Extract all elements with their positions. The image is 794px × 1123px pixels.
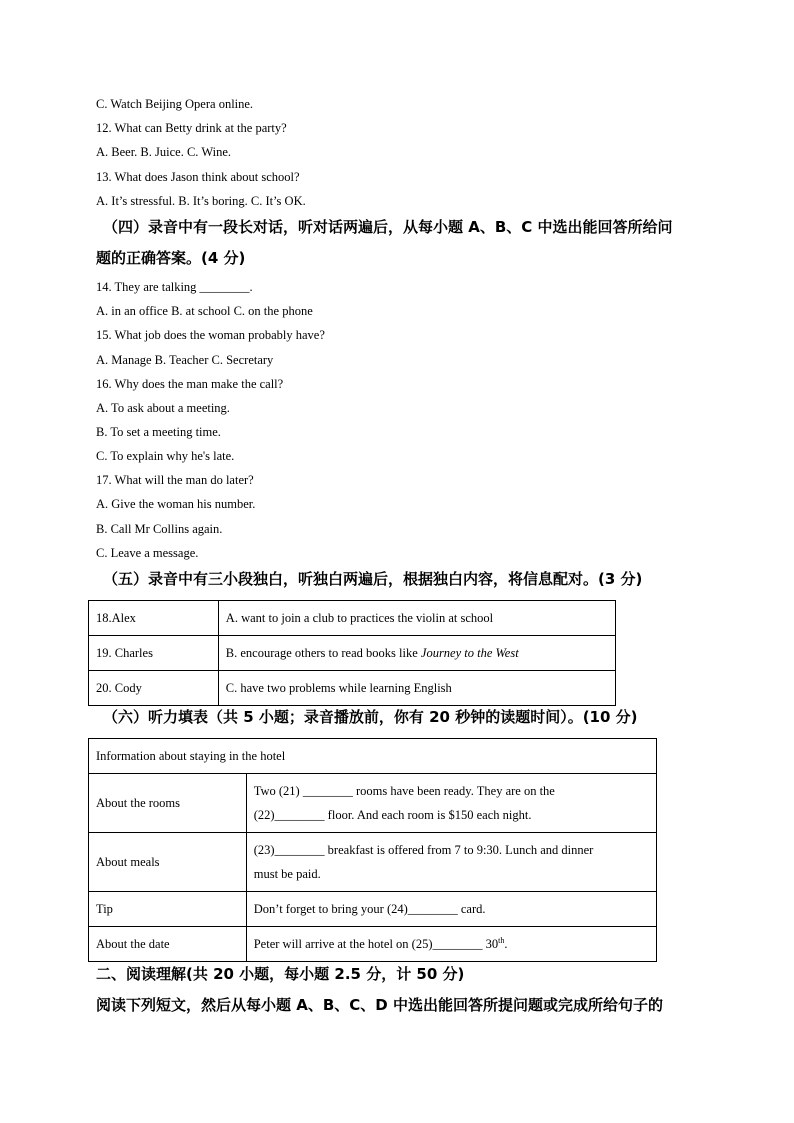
- table-row: [89, 774, 657, 833]
- question-15: 15. What job does the woman probably have?: [96, 328, 325, 342]
- matching-table: [88, 600, 616, 706]
- date-text: [246, 927, 656, 962]
- option-16a: A. To ask about a meeting.: [96, 401, 230, 415]
- tip-text: Don’t forget to bring your (24)________ card.: [246, 892, 656, 927]
- part-2-title: 二、阅读理解(共 20 小题，每小题 2.5 分，计 50 分): [96, 965, 465, 983]
- meals-line-1: (23)________ breakfast is offered from 7 to 9:30. Lunch and dinner: [253, 843, 594, 857]
- match-statement-text: B. encourage others to read books like: [225, 646, 421, 660]
- rooms-line-1: Two (21) ________ rooms have been ready. They are on the: [253, 784, 555, 798]
- section-6-heading: （六）听力填表（共 5 小题；录音播放前，你有 20 秒钟的读题时间）。(10 分): [103, 708, 638, 726]
- meals-label: About meals: [89, 833, 247, 892]
- option-17b: B. Call Mr Collins again.: [96, 522, 223, 536]
- option-17a: A. Give the woman his number.: [96, 497, 256, 511]
- match-statement: [218, 636, 615, 671]
- section-4-heading: （四）录音中有一段长对话，听对话两遍后，从每小题 A、B、C 中选出能回答所给问: [103, 218, 673, 236]
- rooms-text: [246, 774, 656, 833]
- hotel-info-table: [88, 738, 657, 962]
- table-row: [89, 636, 616, 671]
- options-15: A. Manage B. Teacher C. Secretary: [96, 353, 274, 367]
- option-c-11: C. Watch Beijing Opera online.: [96, 97, 254, 111]
- rooms-line-2: (22)________ floor. And each room is $150 each night.: [253, 808, 532, 822]
- meals-text: [246, 833, 656, 892]
- book-title: Journey to the West: [420, 646, 519, 660]
- table-header: Information about staying in the hotel: [89, 739, 657, 774]
- match-statement: C. have two problems while learning English: [218, 671, 615, 706]
- options-14: A. in an office B. at school C. on the phone: [96, 304, 313, 318]
- date-period: .: [504, 937, 508, 951]
- table-row: [89, 892, 657, 927]
- match-statement: A. want to join a club to practices the violin at school: [218, 601, 615, 636]
- date-text-main: Peter will arrive at the hotel on (25)________ 30: [253, 937, 499, 951]
- meals-line-2: must be paid.: [253, 867, 321, 881]
- question-17: 17. What will the man do later?: [96, 473, 254, 487]
- table-row: [89, 739, 657, 774]
- rooms-label: About the rooms: [89, 774, 247, 833]
- option-16c: C. To explain why he's late.: [96, 449, 235, 463]
- match-speaker: 20. Cody: [89, 671, 219, 706]
- table-row: [89, 601, 616, 636]
- match-speaker: 19. Charles: [89, 636, 219, 671]
- question-13: 13. What does Jason think about school?: [96, 170, 300, 184]
- question-14: 14. They are talking ________.: [96, 280, 253, 294]
- section-5-heading: （五）录音中有三小段独白，听独白两遍后，根据独白内容，将信息配对。(3 分): [103, 570, 643, 588]
- table-row: [89, 927, 657, 962]
- question-16: 16. Why does the man make the call?: [96, 377, 284, 391]
- match-speaker: 18.Alex: [89, 601, 219, 636]
- table-row: [89, 833, 657, 892]
- options-13: A. It’s stressful. B. It’s boring. C. It’s OK.: [96, 194, 306, 208]
- table-row: [89, 671, 616, 706]
- section-4-heading-cont: 题的正确答案。(4 分): [96, 249, 246, 267]
- options-12: A. Beer. B. Juice. C. Wine.: [96, 145, 232, 159]
- date-label: About the date: [89, 927, 247, 962]
- tip-label: Tip: [89, 892, 247, 927]
- date-ordinal: th: [498, 935, 505, 945]
- question-12: 12. What can Betty drink at the party?: [96, 121, 287, 135]
- option-17c: C. Leave a message.: [96, 546, 199, 560]
- part-2-intro: 阅读下列短文，然后从每小题 A、B、C、D 中选出能回答所提问题或完成所给句子的: [96, 996, 663, 1014]
- option-16b: B. To set a meeting time.: [96, 425, 221, 439]
